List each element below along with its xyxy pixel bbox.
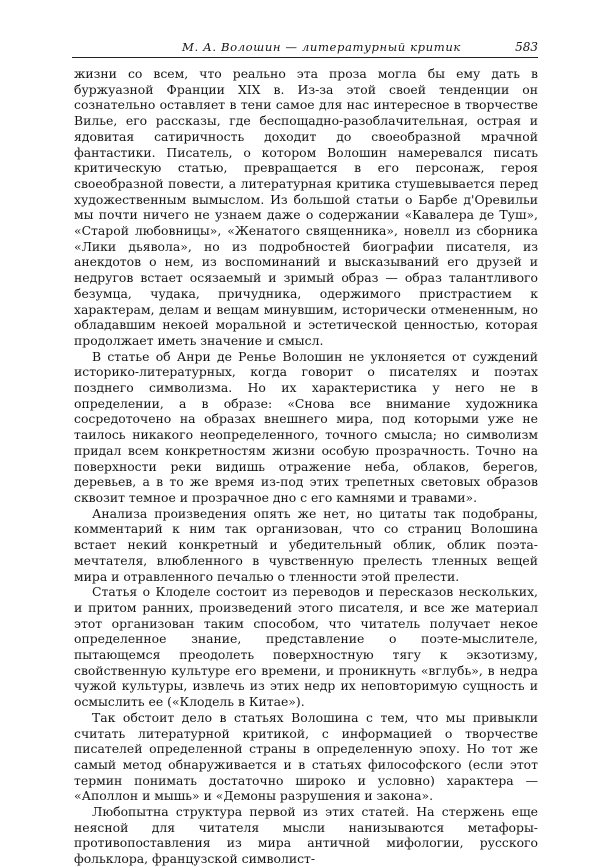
running-head (72, 40, 538, 58)
paragraph-4: Статья о Клоделе состоит из переводов и пересказов нескольких, и притом ранних, произведений этого писателя, и все же материал этот организован таким способом, что читатель получает некое определенное знание, представление о поэте-мыслителе, пытающемся преодолеть поверхностную тягу к экзотизму, свойственную культуре его времени, и проникнуть «вглубь», в недра чужой культуры, извлечь из этих недр их неповторимую сущность и осмыслить ее («Клодель в Китае»). (74, 584, 538, 710)
paragraph-1: жизни со всем, что реально эта проза могла бы ему дать в буржуазной Франции XIX в. Из-за этой своей тенденции он сознательно оставляет в тени самое для нас интересное в творчестве Вилье, его рассказы, где беспощадно-разоблачительная, острая и ядовитая сатиричность доходит до своеобразной мрачной фантастики. Писатель, о котором Волошин намеревался писать критическую статью, превращается в его персонаж, героя своеобразной повести, а литературная критика стушевывается перед художественным вымыслом. Из большой статьи о Барбе д'Оревильи мы почти ничего не узнаем даже о содержании «Кавалера де Туш», «Старой любовницы», «Женатого священника», новелл из сборника «Лики дьявола», но из подробностей биографии писателя, из анекдотов о нем, из воспоминаний и высказываний его друзей и недругов встает осязаемый и зримый образ — образ талантливого безумца, чудака, причудника, одержимого пристрастием к характерам, делам и вещам минувшим, исторически отмененным, но обладавшим некоей моральной и эстетической ценностью, которая продолжает иметь значение и смысл. (74, 66, 538, 348)
paragraph-5: Так обстоит дело в статьях Волошина с тем, что мы привыкли считать литературной критикой, с информацией о творчестве писателей определенной страны в определенную эпоху. Но тот же самый метод обнаруживается и в статьях философского (если этот термин понимать достаточно широко и условно) характера — «Аполлон и мышь» и «Демоны разрушения и закона». (74, 709, 538, 804)
page-number: 583 (515, 40, 538, 54)
paragraph-6: Любопытна структура первой из этих статей. На стержень еще неясной для читателя мысли нанизываются метафоры-противопоставления из мира античной мифологии, русского фольклора, французской символист- (74, 804, 538, 867)
paragraph-3: Анализа произведения опять же нет, но цитаты так подобраны, комментарий к ним так организован, что со страниц Волошина встает некий конкретный и убедительный облик, облик поэта-мечтателя, влюбленного в чувственную прелесть тленных вещей мира и отравленного печалью о тленности этой прелести. (74, 505, 538, 584)
running-title: М. А. Волошин — литературный критик (182, 40, 461, 54)
body-text (74, 66, 538, 867)
paragraph-2: В статье об Анри де Ренье Волошин не уклоняется от суждений историко-литературных, когда говорит о писателях и поэтах позднего символизма. Но их характеристика у него не в определении, а в образе: «Снова все внимание художника сосредоточено на образах внешнего мира, под которыми уже не таилось никакого неопределенного, точного смысла; но символизм придал всем конкретностям жизни особую прозрачность. Точно на поверхности реки видишь отражение неба, облаков, берегов, деревьев, а в то же время из-под этих трепетных световых образов сквозит темное и прозрачное дно с его камнями и травами». (74, 348, 538, 505)
